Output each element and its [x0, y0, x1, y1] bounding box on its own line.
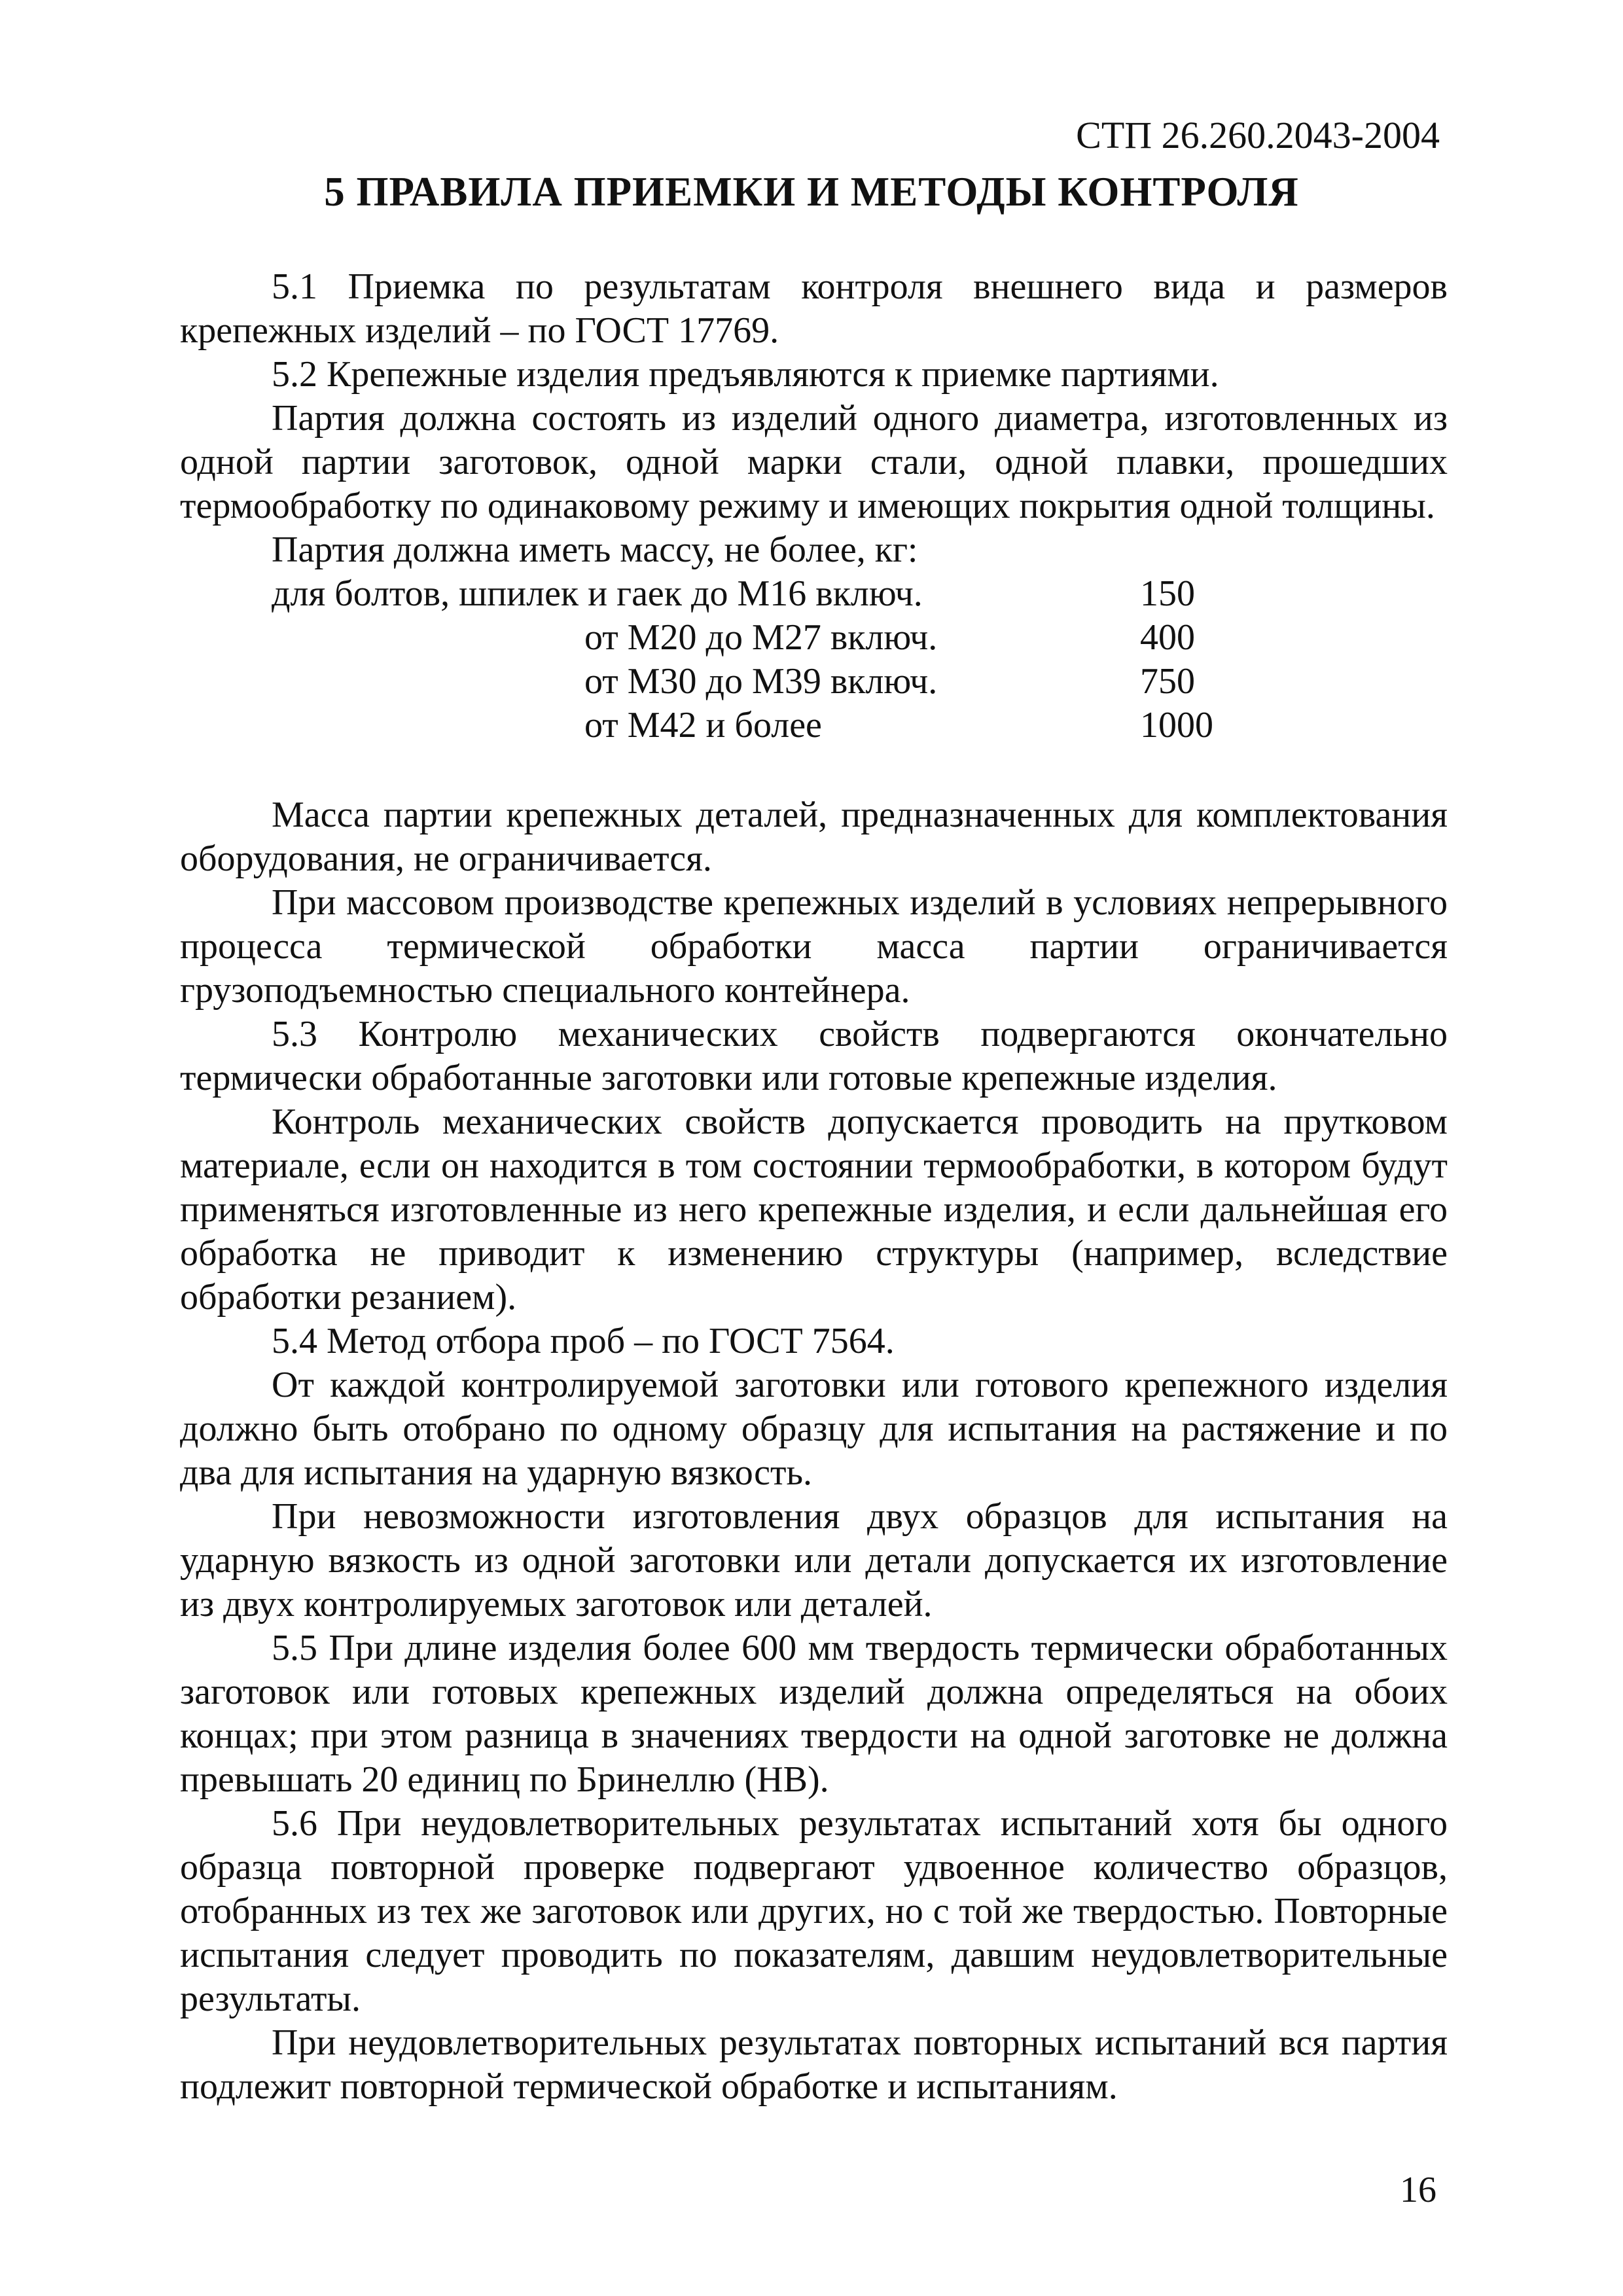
paragraph-mass-production: При массовом производстве крепежных изделий в условиях непрерывного процесса термической обработки масса партии ограничивается грузоподъемностью специального контейнера. — [180, 882, 1448, 1011]
mass-table — [180, 572, 1448, 747]
mass-table-value: 400 — [1140, 617, 1195, 658]
paragraph-mass-unlimited: Масса партии крепежных деталей, предназначенных для комплектования оборудования, не ограничивается. — [180, 795, 1448, 879]
paragraph-5-5: 5.5 При длине изделия более 600 мм твердость термически обработанных заготовок или готовых крепежных изделий должна определяться на обоих концах; при этом разница в значениях твердости на одной заготовке не должна превышать 20 единиц по Бринеллю (НВ). — [180, 1628, 1448, 1800]
mass-table-label: от М20 до М27 включ. — [584, 617, 938, 658]
paragraph-bar-material-control: Контроль механических свойств допускается проводить на прутковом материале, если он находится в том состоянии термообработки, в котором будут применяться изготовленные из него крепежные изделия, и если дальнейшая его обработка не приводит к изменению структуры (например, вследствие обработки резанием). — [180, 1102, 1448, 1318]
paragraph-batch-mass-intro: Партия должна иметь массу, не более, кг: — [272, 529, 918, 570]
mass-table-value: 150 — [1140, 573, 1195, 614]
page-number: 16 — [1400, 2170, 1436, 2210]
mass-table-row — [180, 572, 1448, 616]
mass-table-label: от М30 до М39 включ. — [584, 661, 938, 702]
paragraph-5-4: 5.4 Метод отбора проб – по ГОСТ 7564. — [272, 1321, 895, 1361]
document-body — [180, 265, 1448, 2109]
paragraph-5-6: 5.6 При неудовлетворительных результатах испытаний хотя бы одного образца повторной проверке подвергают удвоенное количество образцов, отобранных из тех же заготовок или других, но с той же твердостью. Повторные испытания следует проводить по показателям, давшим неудовлетворительные результаты. — [180, 1803, 1448, 2019]
mass-table-row — [180, 704, 1448, 747]
mass-table-value: 1000 — [1140, 705, 1213, 745]
mass-table-row — [180, 660, 1448, 704]
spacer — [180, 747, 1448, 793]
paragraph-5-1: 5.1 Приемка по результатам контроля внешнего вида и размеров крепежных изделий – по ГОСТ 17769. — [180, 266, 1448, 351]
paragraph-batch-composition: Партия должна состоять из изделий одного диаметра, изготовленных из одной партии заготовок, одной марки стали, одной плавки, прошедших термообработку по одинаковому режиму и имеющих покрытия одной толщины. — [180, 398, 1448, 526]
document-code: СТП 26.260.2043-2004 — [1076, 114, 1440, 156]
paragraph-sample-selection: От каждой контролируемой заготовки или готового крепежного изделия должно быть отобрано по одному образцу для испытания на растяжение и по два для испытания на ударную вязкость. — [180, 1365, 1448, 1493]
paragraph-5-3: 5.3 Контролю механических свойств подвергаются окончательно термически обработанные заготовки или готовые крепежные изделия. — [180, 1014, 1448, 1098]
paragraph-repeat-failure: При неудовлетворительных результатах повторных испытаний вся партия подлежит повторной термической обработке и испытаниям. — [180, 2022, 1448, 2107]
mass-table-value: 750 — [1140, 661, 1195, 702]
mass-table-label: для болтов, шпилек и гаек до М16 включ. — [272, 573, 923, 614]
section-title: 5 ПРАВИЛА ПРИЕМКИ И МЕТОДЫ КОНТРОЛЯ — [324, 169, 1299, 215]
paragraph-two-samples: При невозможности изготовления двух образцов для испытания на ударную вязкость из одной заготовки или детали допускается их изготовление из двух контролируемых заготовок или деталей. — [180, 1496, 1448, 1624]
mass-table-row — [180, 616, 1448, 660]
mass-table-label: от М42 и более — [584, 705, 822, 745]
paragraph-5-2: 5.2 Крепежные изделия предъявляются к приемке партиями. — [272, 354, 1219, 395]
